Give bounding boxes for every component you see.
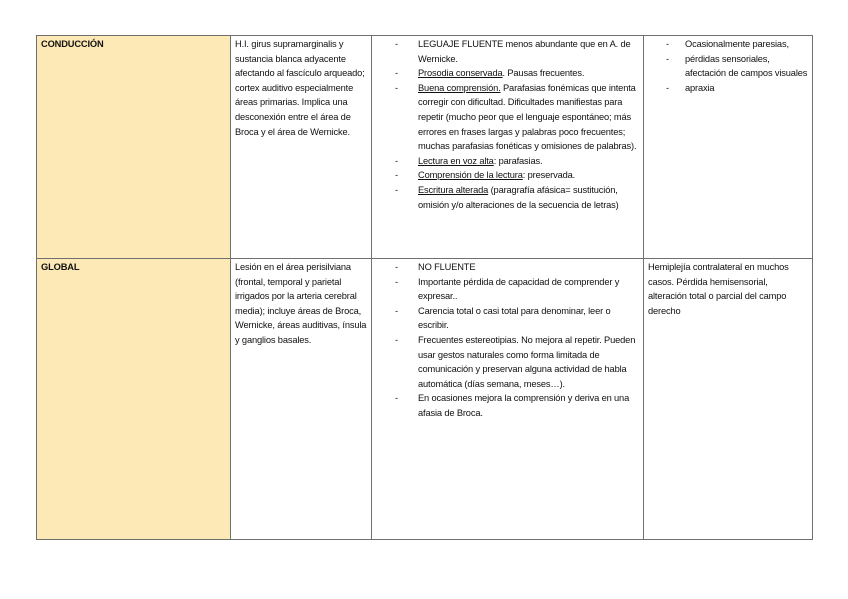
other-signs-cell: Hemiplejía contralateral en muchos casos. Pérdida hemisensorial, alteración total o parcial del campo derecho (644, 259, 813, 540)
lesion-cell: H.I. girus supramarginalis y sustancia blanca adyacente afectando al fascículo arqueado; cortex auditivo especialmente áreas primarias. Implica una desconexión entre el área de Broca y el área de Wernicke. (231, 36, 372, 259)
list-item: - pérdidas sensoriales, afectación de campos visuales (644, 52, 808, 81)
other-signs-cell (644, 36, 813, 259)
table-row (37, 36, 813, 259)
table-row (37, 259, 813, 540)
list-item: - Carencia total o casi total para denominar, leer o escribir. (376, 304, 639, 333)
list-item: - NO FLUENTE (376, 260, 639, 275)
list-item: - Escritura alterada (paragrafía afásica= sustitución, omisión y/o alteraciones de la secuencia de letras) (376, 183, 639, 212)
list-item: - Prosodia conservada. Pausas frecuentes. (376, 66, 639, 81)
aphasia-table (36, 35, 813, 540)
aphasia-type-cell: CONDUCCIÓN (37, 36, 231, 259)
list-item: - apraxia (644, 81, 808, 96)
other-signs-list (644, 37, 808, 95)
list-item: - Frecuentes estereotipias. No mejora al repetir. Pueden usar gestos naturales como forma limitada de comunicación y preservan alguna actividad de habla automática (días semana, meses…). (376, 333, 639, 391)
list-item: - En ocasiones mejora la comprensión y deriva en una afasia de Broca. (376, 391, 639, 420)
list-item: - Importante pérdida de capacidad de comprender y expresar.. (376, 275, 639, 304)
aphasia-type-cell: GLOBAL (37, 259, 231, 540)
features-list (376, 37, 639, 212)
features-cell (372, 259, 644, 540)
lesion-cell: Lesión en el área perisilviana (frontal, temporal y parietal irrigados por la arteria cerebral media); incluye áreas de Broca, Wernicke, áreas auditivas, ínsula y ganglios basales. (231, 259, 372, 540)
features-cell (372, 36, 644, 259)
list-item: - LEGUAJE FLUENTE menos abundante que en A. de Wernicke. (376, 37, 639, 66)
list-item: - Ocasionalmente paresias, (644, 37, 808, 52)
list-item: - Comprensión de la lectura: preservada. (376, 168, 639, 183)
list-item: - Buena comprensión. Parafasias fonémicas que intenta corregir con dificultad. Dificultades manifiestas para repetir (mucho peor que el lenguaje espontáneo; más errores en frases largas y palabras poco frecuentes; muchas parafasias fonéticas y omisiones de palabras). (376, 81, 639, 154)
list-item: - Lectura en voz alta: parafasias. (376, 154, 639, 169)
features-list (376, 260, 639, 421)
